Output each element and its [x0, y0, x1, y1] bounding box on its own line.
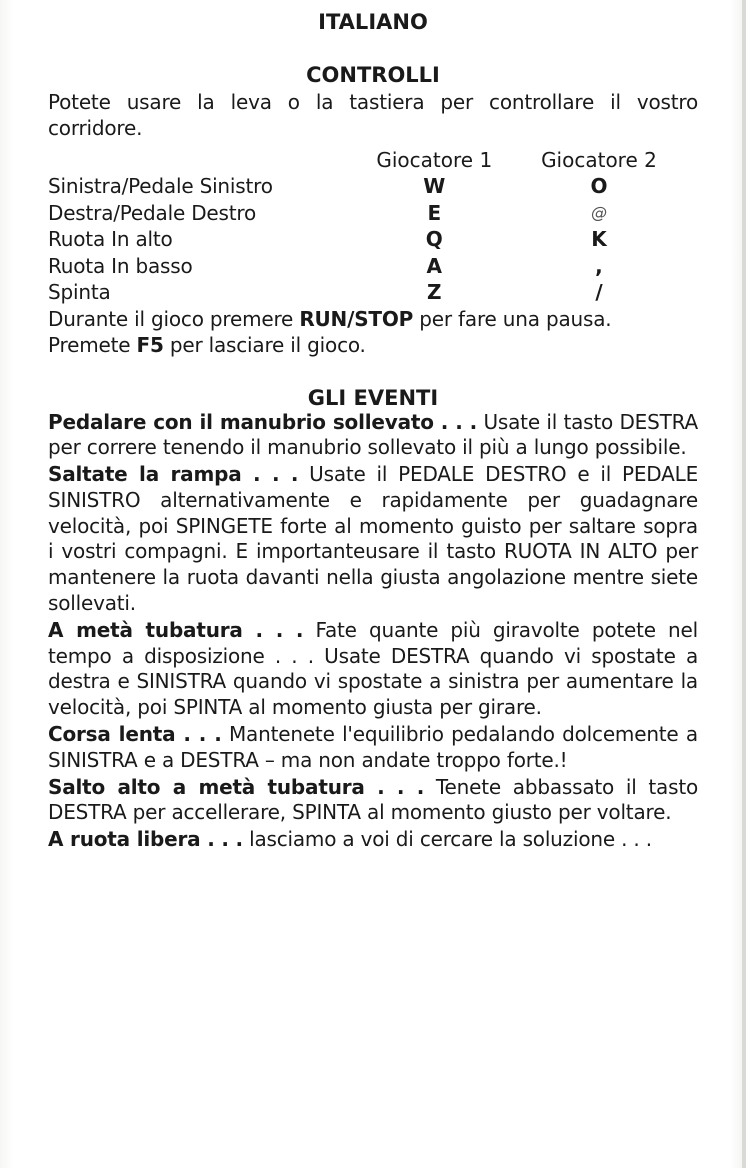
event-name: A ruota libera . . .: [48, 827, 243, 852]
event-description: lasciamo a voi di cercare la soluzione . . .: [242, 827, 652, 852]
table-row: [48, 173, 698, 200]
controls-table: [48, 147, 698, 306]
player-2-key: O: [590, 174, 608, 199]
action-label: Destra/Pedale Destro: [48, 200, 256, 225]
pause-text-post: per fare una pausa.: [413, 306, 612, 331]
events-heading: GLI EVENTI: [307, 385, 439, 410]
pause-instruction: [48, 306, 698, 332]
event-item: [48, 722, 698, 774]
events-list: [48, 410, 698, 854]
event-description: Usate il tasto DESTRA per correre tenendo il manubrio sollevato il più a lungo possibile.: [48, 409, 698, 460]
table-row: [48, 279, 698, 306]
player-1-key: Q: [425, 227, 443, 252]
event-description: Fate quante più giravolte potete nel tempo a disposizione . . . Usate DESTRA quando vi spostate a destra e SINISTRA quando vi spostate a sinistra per aumentare la velocità, poi SPINTA al momento giusta per girare.: [48, 617, 698, 720]
player-2-key: /: [595, 280, 603, 305]
event-name: A metà tubatura . . .: [48, 617, 304, 642]
header-player-1: Giocatore 1: [376, 148, 493, 172]
event-name: Salto alto a metà tubatura . . .: [48, 774, 425, 799]
player-2-key: ,: [595, 253, 603, 278]
quit-instruction: [48, 332, 698, 358]
action-label: Ruota In basso: [48, 253, 193, 278]
pause-key: RUN/STOP: [299, 306, 414, 331]
quit-text-pre: Premete: [48, 332, 137, 357]
header-player-2: Giocatore 2: [541, 148, 657, 172]
page-edge: [742, 0, 746, 1168]
event-item: [48, 827, 698, 853]
action-label: Sinistra/Pedale Sinistro: [48, 174, 273, 199]
event-item: [48, 775, 698, 827]
action-label: Spinta: [48, 280, 111, 305]
event-description: Mantenete l'equilibrio pedalando dolcemente a SINISTRA e a DESTRA – ma non andate troppo forte.!: [48, 722, 698, 772]
player-1-key: A: [426, 253, 443, 278]
action-label: Ruota In alto: [48, 227, 173, 252]
player-1-key: W: [423, 174, 446, 199]
event-description: Tenete abbassato il tasto DESTRA per accellerare, SPINTA al momento giusto per voltare.: [48, 774, 698, 825]
event-name: Saltate la rampa . . .: [48, 462, 299, 487]
event-item: [48, 462, 698, 617]
controls-intro: Potete usare la leva o la tastiera per controllare il vostro corridore.: [48, 90, 698, 140]
controls-heading: CONTROLLI: [306, 63, 440, 87]
quit-text-post: per lasciare il gioco.: [163, 332, 366, 357]
event-item: [48, 410, 698, 462]
player-1-key: E: [427, 200, 442, 225]
header-spacer: [48, 147, 369, 173]
table-row: [48, 226, 698, 253]
event-item: [48, 618, 698, 721]
event-name: Corsa lenta . . .: [48, 722, 222, 747]
player-2-key: K: [591, 227, 607, 252]
event-name: Pedalare con il manubrio sollevato . . .: [48, 409, 478, 434]
player-1-key: Z: [427, 280, 442, 305]
pause-text-pre: Durante il gioco premere: [48, 306, 300, 331]
event-description: Usate il PEDALE DESTRO e il PEDALE SINISTRO alternativamente e rapidamente per guadagnare velocità, poi SPINGETE forte al momento guisto per saltare sopra i vostri compagni. E importanteusare il tasto RUOTA IN ALTO per mantenere la ruota davanti nella giusta angolazione mentre siete sollevati.: [48, 462, 699, 616]
quit-key: F5: [136, 332, 164, 357]
controls-table-header: [48, 147, 698, 173]
player-2-key: @: [590, 202, 607, 222]
table-row: [48, 253, 698, 280]
language-title: ITALIANO: [318, 10, 428, 34]
table-row: [48, 200, 698, 227]
